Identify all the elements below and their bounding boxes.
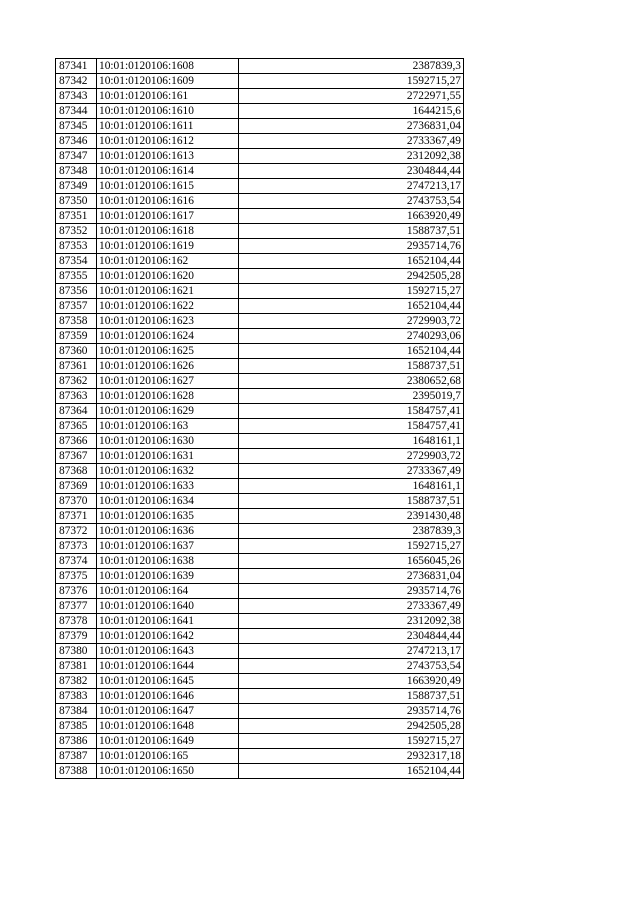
value-cell: 2387839,3 [239,524,464,539]
cadastral-number-cell: 10:01:0120106:1648 [97,719,239,734]
cadastral-number-cell: 10:01:0120106:1625 [97,344,239,359]
table-row [56,104,464,119]
cadastral-number-cell: 10:01:0120106:1609 [97,74,239,89]
table-row [56,659,464,674]
table-row [56,539,464,554]
table-row [56,134,464,149]
cadastral-number-cell: 10:01:0120106:1621 [97,284,239,299]
row-id-cell: 87379 [56,629,97,644]
table-row [56,164,464,179]
table-row [56,479,464,494]
table-row [56,359,464,374]
cadastral-number-cell: 10:01:0120106:1640 [97,599,239,614]
row-id-cell: 87352 [56,224,97,239]
row-id-cell: 87380 [56,644,97,659]
table-row [56,239,464,254]
row-id-cell: 87354 [56,254,97,269]
table-row [56,419,464,434]
table-row [56,269,464,284]
row-id-cell: 87388 [56,764,97,779]
table-row [56,464,464,479]
cadastral-number-cell: 10:01:0120106:1619 [97,239,239,254]
cadastral-number-cell: 10:01:0120106:1636 [97,524,239,539]
value-cell: 1652104,44 [239,254,464,269]
row-id-cell: 87348 [56,164,97,179]
value-cell: 1584757,41 [239,419,464,434]
cadastral-number-cell: 10:01:0120106:1647 [97,704,239,719]
cadastral-number-cell: 10:01:0120106:1615 [97,179,239,194]
table-row [56,674,464,689]
value-cell: 2733367,49 [239,599,464,614]
cadastral-number-cell: 10:01:0120106:163 [97,419,239,434]
row-id-cell: 87356 [56,284,97,299]
table-row [56,719,464,734]
table-row [56,194,464,209]
cadastral-number-cell: 10:01:0120106:1617 [97,209,239,224]
value-cell: 1592715,27 [239,734,464,749]
value-cell: 1592715,27 [239,74,464,89]
table-row [56,584,464,599]
cadastral-number-cell: 10:01:0120106:1650 [97,764,239,779]
value-cell: 2304844,44 [239,164,464,179]
cadastral-number-cell: 10:01:0120106:1642 [97,629,239,644]
value-cell: 2729903,72 [239,314,464,329]
table-row [56,449,464,464]
row-id-cell: 87365 [56,419,97,434]
cadastral-number-cell: 10:01:0120106:1628 [97,389,239,404]
value-cell: 2935714,76 [239,584,464,599]
row-id-cell: 87384 [56,704,97,719]
cadastral-number-cell: 10:01:0120106:1608 [97,59,239,74]
row-id-cell: 87344 [56,104,97,119]
cadastral-number-cell: 10:01:0120106:1630 [97,434,239,449]
row-id-cell: 87383 [56,689,97,704]
table-row [56,434,464,449]
value-cell: 1648161,1 [239,479,464,494]
row-id-cell: 87387 [56,749,97,764]
cadastral-number-cell: 10:01:0120106:1618 [97,224,239,239]
value-cell: 1588737,51 [239,359,464,374]
value-cell: 2736831,04 [239,119,464,134]
cadastral-number-cell: 10:01:0120106:1637 [97,539,239,554]
value-cell: 1652104,44 [239,764,464,779]
value-cell: 2304844,44 [239,629,464,644]
value-cell: 2740293,06 [239,329,464,344]
row-id-cell: 87361 [56,359,97,374]
row-id-cell: 87364 [56,404,97,419]
value-cell: 1652104,44 [239,299,464,314]
value-cell: 2747213,17 [239,179,464,194]
table-row [56,509,464,524]
value-cell: 1588737,51 [239,689,464,704]
row-id-cell: 87345 [56,119,97,134]
row-id-cell: 87362 [56,374,97,389]
table-row [56,689,464,704]
cadastral-number-cell: 10:01:0120106:1624 [97,329,239,344]
row-id-cell: 87374 [56,554,97,569]
table-row [56,119,464,134]
cadastral-number-cell: 10:01:0120106:1626 [97,359,239,374]
value-cell: 2387839,3 [239,59,464,74]
value-cell: 1592715,27 [239,539,464,554]
table-row [56,494,464,509]
table-row [56,299,464,314]
table-row [56,554,464,569]
value-cell: 1652104,44 [239,344,464,359]
cadastral-number-cell: 10:01:0120106:1634 [97,494,239,509]
row-id-cell: 87357 [56,299,97,314]
value-cell: 2312092,38 [239,149,464,164]
table-row [56,254,464,269]
value-cell: 2942505,28 [239,719,464,734]
cadastral-number-cell: 10:01:0120106:1613 [97,149,239,164]
value-cell: 2935714,76 [239,239,464,254]
row-id-cell: 87375 [56,569,97,584]
row-id-cell: 87353 [56,239,97,254]
row-id-cell: 87341 [56,59,97,74]
row-id-cell: 87385 [56,719,97,734]
row-id-cell: 87371 [56,509,97,524]
cadastral-number-cell: 10:01:0120106:1629 [97,404,239,419]
value-cell: 2729903,72 [239,449,464,464]
row-id-cell: 87373 [56,539,97,554]
cadastral-number-cell: 10:01:0120106:1631 [97,449,239,464]
row-id-cell: 87358 [56,314,97,329]
value-cell: 2743753,54 [239,194,464,209]
row-id-cell: 87381 [56,659,97,674]
row-id-cell: 87382 [56,674,97,689]
row-id-cell: 87359 [56,329,97,344]
value-cell: 1584757,41 [239,404,464,419]
row-id-cell: 87351 [56,209,97,224]
table-row [56,209,464,224]
table-row [56,704,464,719]
table-row [56,344,464,359]
row-id-cell: 87370 [56,494,97,509]
value-cell: 1588737,51 [239,224,464,239]
row-id-cell: 87350 [56,194,97,209]
row-id-cell: 87347 [56,149,97,164]
value-cell: 1656045,26 [239,554,464,569]
table-row [56,629,464,644]
cadastral-number-cell: 10:01:0120106:1646 [97,689,239,704]
row-id-cell: 87369 [56,479,97,494]
row-id-cell: 87346 [56,134,97,149]
row-id-cell: 87349 [56,179,97,194]
row-id-cell: 87363 [56,389,97,404]
value-cell: 2722971,55 [239,89,464,104]
cadastral-number-cell: 10:01:0120106:1611 [97,119,239,134]
table-row [56,149,464,164]
value-cell: 2747213,17 [239,644,464,659]
data-table [55,58,464,779]
cadastral-number-cell: 10:01:0120106:1645 [97,674,239,689]
cadastral-number-cell: 10:01:0120106:1622 [97,299,239,314]
row-id-cell: 87378 [56,614,97,629]
row-id-cell: 87377 [56,599,97,614]
row-id-cell: 87386 [56,734,97,749]
row-id-cell: 87368 [56,464,97,479]
table-row [56,329,464,344]
table-body [56,59,464,779]
cadastral-number-cell: 10:01:0120106:1635 [97,509,239,524]
value-cell: 2743753,54 [239,659,464,674]
value-cell: 2733367,49 [239,464,464,479]
cadastral-number-cell: 10:01:0120106:1616 [97,194,239,209]
value-cell: 2391430,48 [239,509,464,524]
value-cell: 1663920,49 [239,674,464,689]
table-row [56,764,464,779]
value-cell: 2736831,04 [239,569,464,584]
value-cell: 2942505,28 [239,269,464,284]
cadastral-number-cell: 10:01:0120106:162 [97,254,239,269]
value-cell: 1663920,49 [239,209,464,224]
cadastral-number-cell: 10:01:0120106:1649 [97,734,239,749]
cadastral-number-cell: 10:01:0120106:165 [97,749,239,764]
value-cell: 1644215,6 [239,104,464,119]
table-row [56,374,464,389]
value-cell: 2380652,68 [239,374,464,389]
row-id-cell: 87376 [56,584,97,599]
value-cell: 1648161,1 [239,434,464,449]
cadastral-number-cell: 10:01:0120106:161 [97,89,239,104]
value-cell: 2932317,18 [239,749,464,764]
table-row [56,644,464,659]
table-row [56,314,464,329]
row-id-cell: 87367 [56,449,97,464]
table-row [56,404,464,419]
row-id-cell: 87360 [56,344,97,359]
cadastral-number-cell: 10:01:0120106:1623 [97,314,239,329]
value-cell: 1592715,27 [239,284,464,299]
cadastral-number-cell: 10:01:0120106:1638 [97,554,239,569]
row-id-cell: 87342 [56,74,97,89]
value-cell: 2935714,76 [239,704,464,719]
value-cell: 2395019,7 [239,389,464,404]
table-row [56,284,464,299]
cadastral-number-cell: 10:01:0120106:1632 [97,464,239,479]
table-row [56,734,464,749]
cadastral-number-cell: 10:01:0120106:1639 [97,569,239,584]
table-row [56,599,464,614]
table-row [56,749,464,764]
table-row [56,389,464,404]
cadastral-number-cell: 10:01:0120106:1610 [97,104,239,119]
value-cell: 2733367,49 [239,134,464,149]
table-row [56,179,464,194]
cadastral-number-cell: 10:01:0120106:1633 [97,479,239,494]
cadastral-number-cell: 10:01:0120106:1644 [97,659,239,674]
table-row [56,89,464,104]
cadastral-number-cell: 10:01:0120106:164 [97,584,239,599]
cadastral-number-cell: 10:01:0120106:1612 [97,134,239,149]
cadastral-number-cell: 10:01:0120106:1641 [97,614,239,629]
table-row [56,224,464,239]
row-id-cell: 87366 [56,434,97,449]
row-id-cell: 87343 [56,89,97,104]
cadastral-number-cell: 10:01:0120106:1643 [97,644,239,659]
cadastral-number-cell: 10:01:0120106:1620 [97,269,239,284]
table-row [56,569,464,584]
cadastral-number-cell: 10:01:0120106:1627 [97,374,239,389]
row-id-cell: 87372 [56,524,97,539]
cadastral-number-cell: 10:01:0120106:1614 [97,164,239,179]
table-row [56,59,464,74]
row-id-cell: 87355 [56,269,97,284]
value-cell: 1588737,51 [239,494,464,509]
table-row [56,74,464,89]
value-cell: 2312092,38 [239,614,464,629]
table-row [56,524,464,539]
table-row [56,614,464,629]
